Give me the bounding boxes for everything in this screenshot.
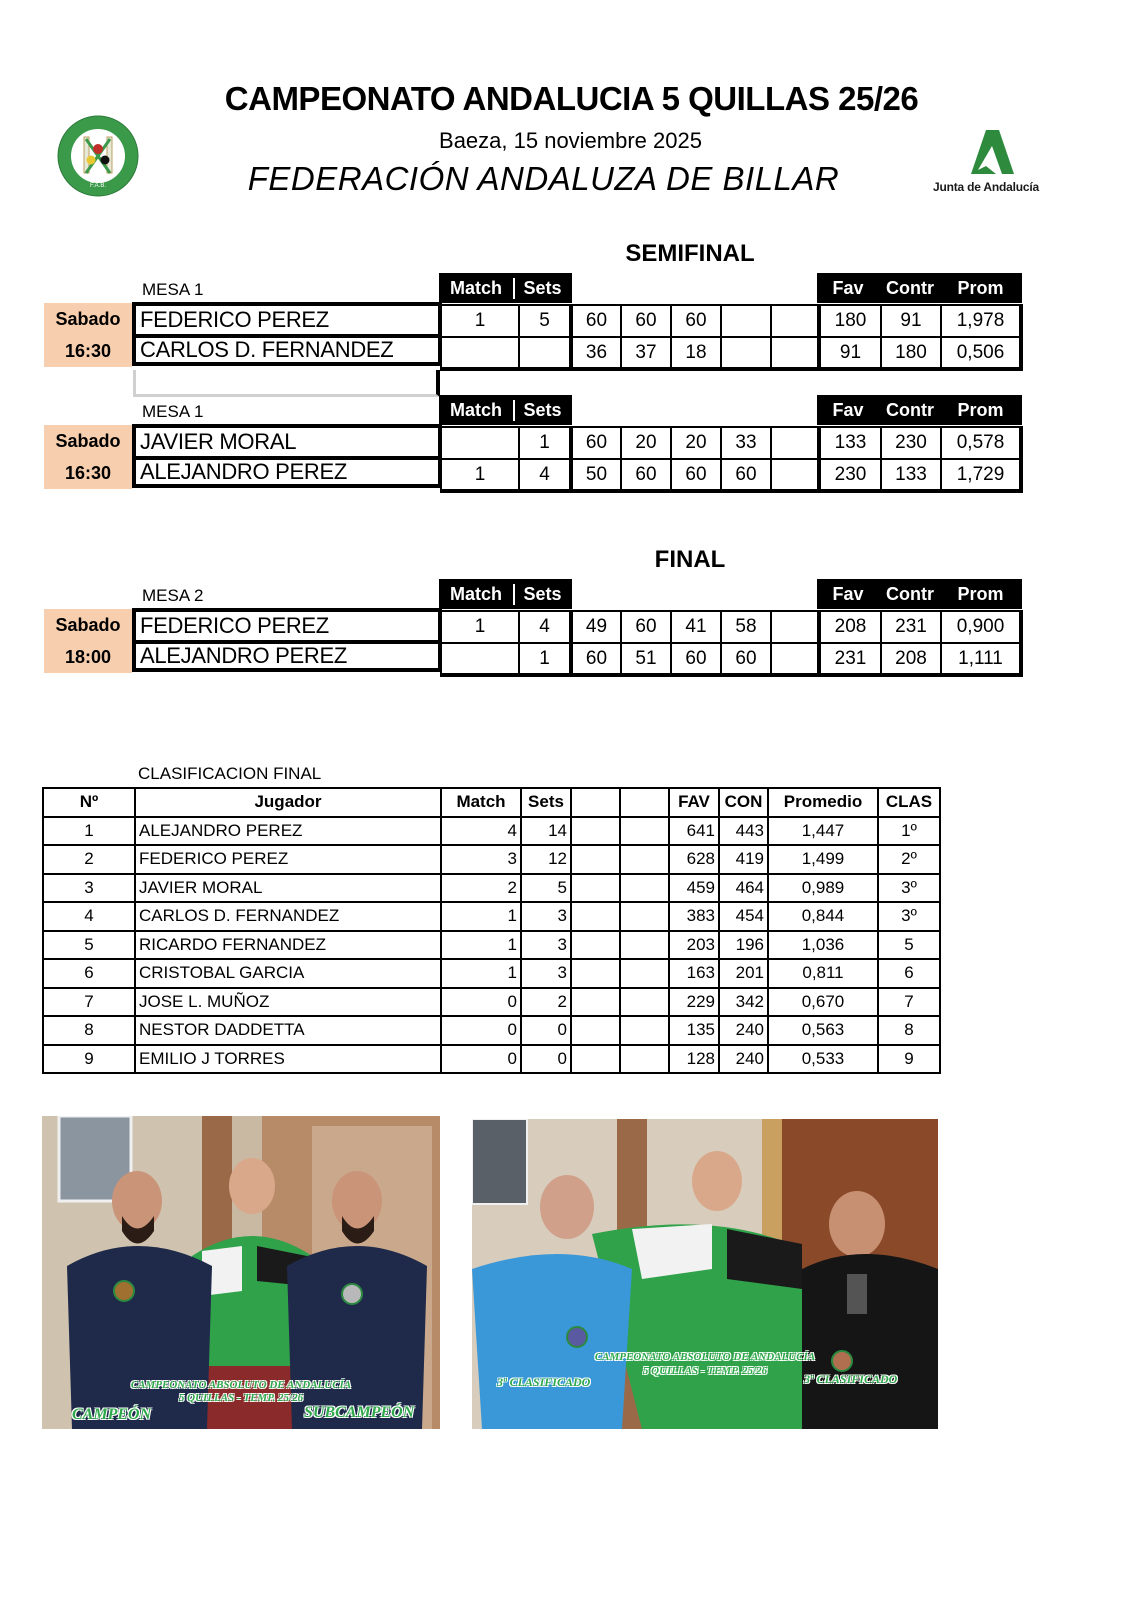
- match-sets-header: Match Sets: [439, 579, 572, 609]
- junta-de-andalucia-logo: [926, 128, 1046, 198]
- match-sets-header: Match Sets: [439, 395, 572, 425]
- score-grid: [440, 426, 1023, 493]
- third-place-label-right: 3º CLASIFICADO: [804, 1372, 898, 1386]
- standings-title: CLASIFICACION FINAL: [138, 764, 322, 783]
- score-row: 1 4 50 60 60 60 230 133 1,729: [441, 459, 1021, 491]
- score-row: 1 60 20 20 33 133 230 0,578: [441, 427, 1021, 459]
- mesa-label: MESA 1: [142, 402, 204, 421]
- photo-caption-line2: 5 QUILLAS - TEMP. 25/26: [642, 1365, 768, 1377]
- table-row: 6 CRISTOBAL GARCIA 1 3 163 201 0,811 6: [43, 959, 940, 988]
- semifinal-match-2: [44, 395, 1024, 495]
- final-match: [44, 579, 1024, 679]
- organization-name: FEDERACIÓN ANDALUZA DE BILLAR: [247, 160, 840, 197]
- table-row: 9 EMILIO J TORRES 0 0 128 240 0,533 9: [43, 1045, 940, 1074]
- score-row: 36 37 18 91 180 0,506: [441, 337, 1021, 369]
- junta-a-icon: [926, 128, 1046, 180]
- final-title: FINAL: [654, 546, 726, 573]
- photo-caption-line1: CAMPEONATO ABSOLUTO DE ANDALUCÍA: [594, 1351, 816, 1363]
- score-grid: [440, 610, 1023, 677]
- fav-contr-prom-header: Fav Contr Prom: [817, 273, 1022, 303]
- standings-header-row: Nº Jugador Match Sets FAV CON Promedio CLAS: [43, 788, 940, 817]
- player-name: ALEJANDRO PEREZ: [136, 456, 438, 484]
- table-row: 4 CARLOS D. FERNANDEZ 1 3 383 454 0,844 3º: [43, 902, 940, 931]
- podium-photo-champion-runnerup: [42, 1116, 440, 1429]
- table-row: 7 JOSE L. MUÑOZ 0 2 229 342 0,670 7: [43, 988, 940, 1017]
- schedule-cell: Sabado 16:30: [44, 425, 132, 489]
- runnerup-label: SUBCAMPEÓN: [304, 1404, 415, 1421]
- match-sets-header: Match Sets: [439, 273, 572, 303]
- champion-label: CAMPEÓN: [72, 1406, 152, 1423]
- mesa-label: MESA 1: [142, 280, 204, 299]
- photo-caption-line1: CAMPEONATO ABSOLUTO DE ANDALUCÍA: [130, 1379, 352, 1391]
- event-date-location: Baeza, 15 noviembre 2025: [439, 128, 702, 153]
- schedule-cell: Sabado 16:30: [44, 303, 132, 367]
- schedule-cell: Sabado 18:00: [44, 609, 132, 673]
- photo-caption-line2: 5 QUILLAS - TEMP. 25/26: [178, 1392, 304, 1404]
- third-place-label-left: 3º CLASIFICADO: [497, 1375, 591, 1389]
- junta-label: Junta de Andalucía: [933, 180, 1039, 194]
- player-name: CARLOS D. FERNANDEZ: [136, 334, 438, 362]
- fav-contr-prom-header: Fav Contr Prom: [817, 579, 1022, 609]
- table-row: 2 FEDERICO PEREZ 3 12 628 419 1,499 2º: [43, 845, 940, 874]
- table-row: 3 JAVIER MORAL 2 5 459 464 0,989 3º: [43, 874, 940, 903]
- player-names: [132, 608, 442, 672]
- player-names: [132, 424, 442, 488]
- player-name: JAVIER MORAL: [140, 429, 297, 454]
- score-grid: [440, 304, 1023, 371]
- standings-table: [42, 787, 941, 1074]
- fav-contr-prom-header: Fav Contr Prom: [817, 395, 1022, 425]
- player-name: FEDERICO PEREZ: [140, 307, 329, 332]
- mesa-label: MESA 2: [142, 586, 204, 605]
- podium-photo-third-place: [472, 1119, 938, 1429]
- svg-text:F.A.B.: F.A.B.: [89, 183, 107, 189]
- page-title: CAMPEONATO ANDALUCIA 5 QUILLAS 25/26: [224, 80, 919, 117]
- score-row: 1 60 51 60 60 231 208 1,111: [441, 643, 1021, 675]
- player-names: [132, 302, 442, 366]
- spacer-row: [133, 370, 440, 397]
- table-row: 5 RICARDO FERNANDEZ 1 3 203 196 1,036 5: [43, 931, 940, 960]
- score-row: 1 5 60 60 60 180 91 1,978: [441, 305, 1021, 337]
- player-name: ALEJANDRO PEREZ: [136, 640, 438, 668]
- semifinal-match-1: [44, 273, 1024, 373]
- semifinal-title: SEMIFINAL: [625, 240, 755, 267]
- player-name: FEDERICO PEREZ: [140, 613, 329, 638]
- score-row: 1 4 49 60 41 58 208 231 0,900: [441, 611, 1021, 643]
- table-row: 8 NESTOR DADDETTA 0 0 135 240 0,563 8: [43, 1016, 940, 1045]
- table-row: 1 ALEJANDRO PEREZ 4 14 641 443 1,447 1º: [43, 817, 940, 846]
